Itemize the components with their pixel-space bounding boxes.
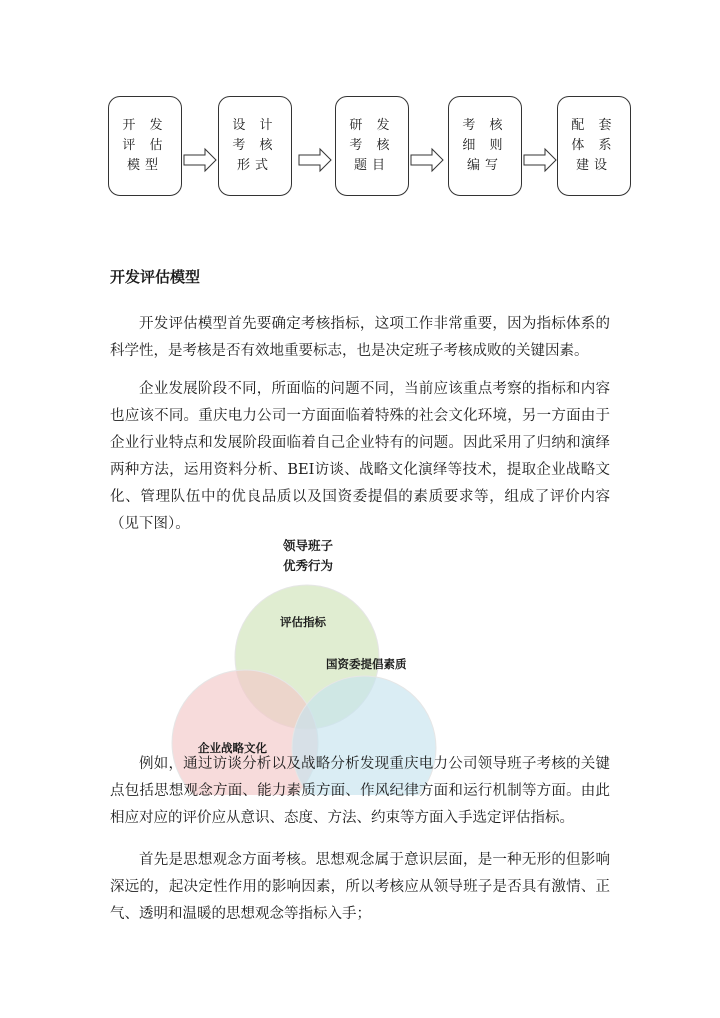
paragraph-4: 首先是思想观念方面考核。思想观念属于意识层面，是一种无形的但影响深远的，起决定性作用的影响因素，所以考核应从领导班子是否具有激情、正气、透明和温暖的思想观念等指标入手； bbox=[110, 852, 610, 922]
venn-top-label-line2: 优秀行为 bbox=[283, 558, 334, 573]
paragraph-1: 开发评估模型首先要确定考核指标，这项工作非常重要，因为指标体系的科学性，是考核是否有效地重要标志，也是决定班子考核成败的关键因素。 bbox=[110, 316, 610, 359]
step-design-form bbox=[218, 96, 292, 196]
right-arrow-icon bbox=[410, 147, 444, 173]
venn-top-label-line1: 领导班子 bbox=[283, 538, 334, 553]
venn-label-evaluation: 评估指标 bbox=[280, 615, 326, 629]
step-write-rules bbox=[448, 96, 522, 196]
step-label: 配 套 体 系 建设 bbox=[571, 118, 617, 173]
right-arrow-icon bbox=[523, 147, 557, 173]
right-arrow-icon bbox=[183, 147, 217, 173]
venn-label-sasac: 国资委提倡素质 bbox=[326, 657, 407, 671]
step-label: 设 计 考 核 形式 bbox=[232, 118, 278, 173]
paragraph-2: 企业发展阶段不同，所面临的问题不同，当前应该重点考察的指标和内容也应该不同。重庆电力公司一方面面临着特殊的社会文化环境，另一方面由于企业行业特点和发展阶段面临着自己企业特有的问题。因此采用了归纳和演绎两种方法，运用资料分析、BEI访谈、战略文化演绎等技术，提取企业战略文化、管理队伍中的优良品质以及国资委提倡的素质要求等，组成了评价内容（见下图）。 bbox=[110, 381, 610, 532]
step-support-system bbox=[557, 96, 631, 196]
right-arrow-icon bbox=[298, 147, 332, 173]
process-flow-diagram bbox=[0, 0, 720, 210]
step-label: 开 发 评 估 模型 bbox=[122, 118, 168, 173]
paragraph-3: 例如，通过访谈分析以及战略分析发现重庆电力公司领导班子考核的关键点包括思想观念方面、能力素质方面、作风纪律方面和运行机制等方面。由此相应对应的评价应从意识、态度、方法、约束等方面入手选定评估指标。 bbox=[110, 756, 610, 826]
step-develop-questions bbox=[335, 96, 409, 196]
venn-label-culture: 企业战略文化 bbox=[198, 741, 267, 755]
step-label: 考 核 细 则 编写 bbox=[462, 118, 508, 173]
step-develop-model bbox=[108, 96, 182, 196]
section-heading: 开发评估模型 bbox=[110, 268, 201, 286]
step-label: 研 发 考 核 题目 bbox=[349, 118, 395, 173]
